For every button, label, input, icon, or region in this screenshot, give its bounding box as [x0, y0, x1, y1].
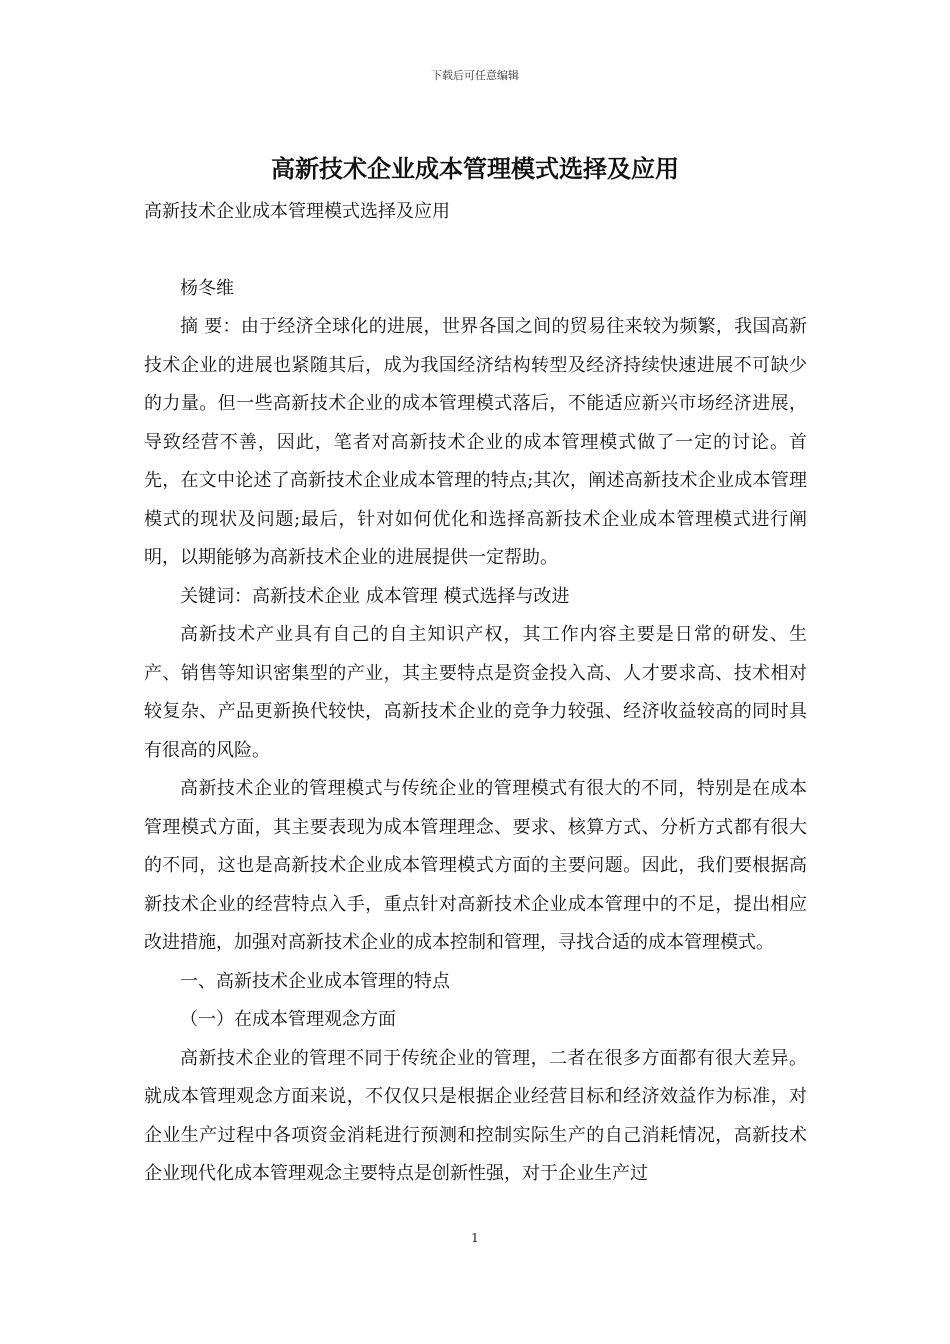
abstract-paragraph: 摘 要：由于经济全球化的进展，世界各国之间的贸易往来较为频繁，我国高新技术企业的进展也紧随其后，成为我国经济结构转型及经济持续快速进展不可缺少的力量。但一些高新技术企业的成本管理模式落后，不能适应新兴市场经济进展，导致经营不善，因此，笔者对高新技术企业的成本管理模式做了一定的讨论。首先，在文中论述了高新技术企业成本管理的特点;其次，阐述高新技术企业成本管理模式的现状及问题;最后，针对如何优化和选择高新技术企业成本管理模式进行阐明，以期能够为高新技术企业的进展提供一定帮助。: [144, 316, 807, 568]
document-subtitle: 高新技术企业成本管理模式选择及应用: [144, 201, 450, 222]
header-note: 下载后可任意编辑: [431, 69, 519, 82]
document-title: 高新技术企业成本管理模式选择及应用: [271, 155, 679, 183]
document-body: [144, 193, 807, 1194]
keywords-line: 关键词：高新技术企业 成本管理 模式选择与改进: [180, 585, 570, 607]
author-name: 杨冬维: [180, 277, 234, 299]
body-paragraph: 高新技术企业的管理不同于传统企业的管理，二者在很多方面都有很大差异。就成本管理观念方面来说，不仅仅只是根据企业经营目标和经济效益作为标准，对企业生产过程中各项资金消耗进行预测和控制实际生产的自己消耗情况，高新技术企业现代化成本管理观念主要特点是创新性强，对于企业生产过: [144, 1047, 807, 1184]
body-paragraph: 高新技术企业的管理模式与传统企业的管理模式有很大的不同，特别是在成本管理模式方面，其主要表现为成本管理理念、要求、核算方式、分析方式都有很大的不同，这也是高新技术企业成本管理模式方面的主要问题。因此，我们要根据高新技术企业的经营特点入手，重点针对高新技术企业成本管理中的不足，提出相应改进措施，加强对高新技术企业的成本控制和管理，寻找合适的成本管理模式。: [144, 778, 807, 953]
section-heading: 一、高新技术企业成本管理的特点: [180, 970, 450, 992]
page-number: 1: [471, 1231, 479, 1245]
subsection-heading: （一）在成本管理观念方面: [180, 1009, 396, 1030]
body-paragraph: 高新技术产业具有自己的自主知识产权，其工作内容主要是日常的研发、生产、销售等知识密集型的产业，其主要特点是资金投入高、人才要求高、技术相对较复杂、产品更新换代较快，高新技术企业的竞争力较强、经济收益较高的同时具有很高的风险。: [144, 624, 807, 761]
